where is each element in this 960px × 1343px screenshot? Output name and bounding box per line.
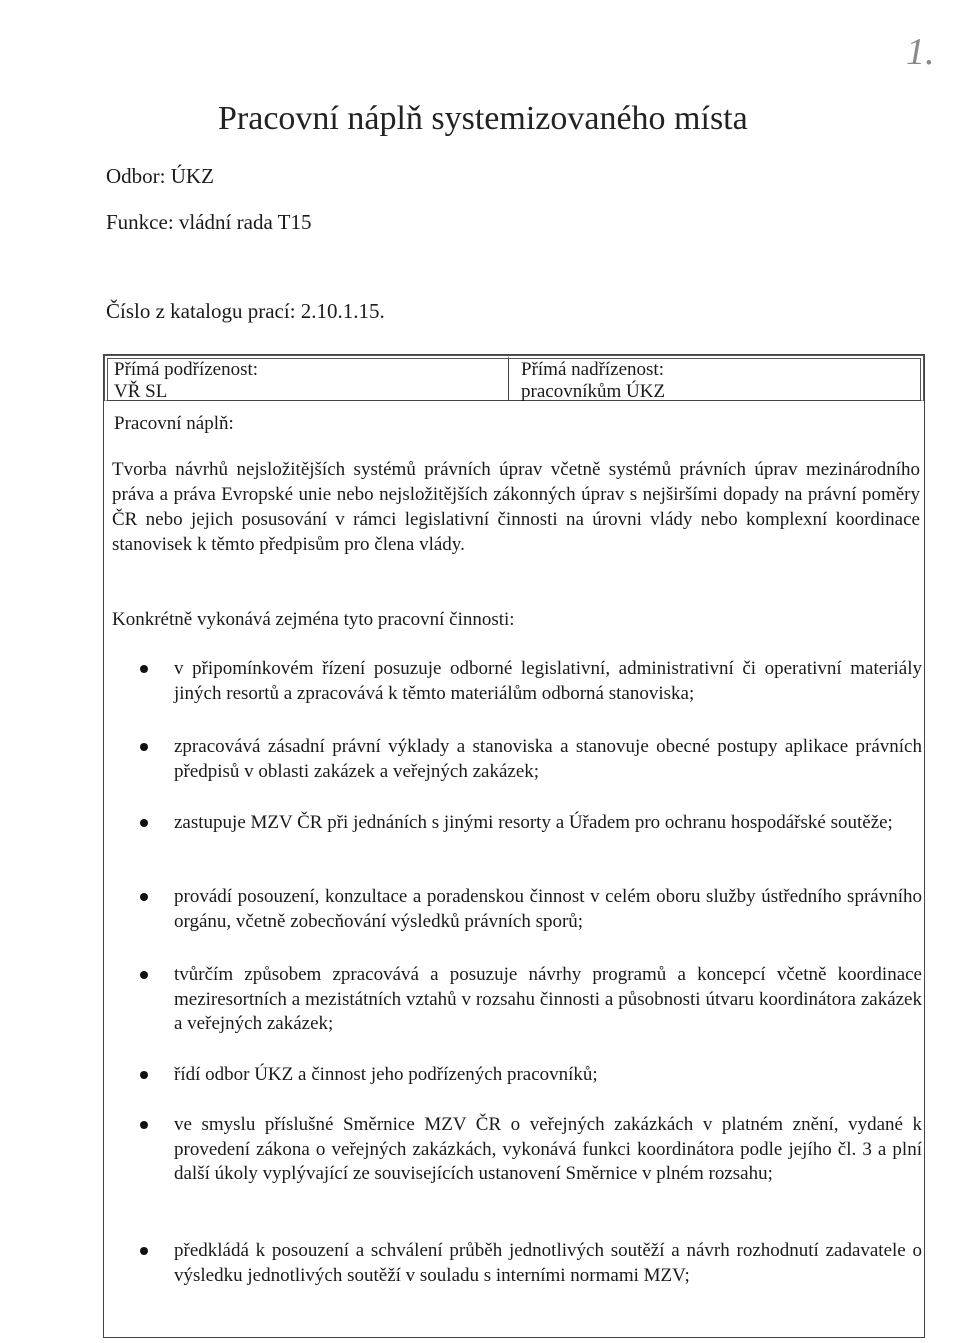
superordination-cell <box>508 355 924 401</box>
bullet-icon <box>140 971 148 979</box>
subordination-label: Přímá podřízenost: <box>114 359 259 380</box>
bullet-icon <box>140 665 148 673</box>
bullet-icon <box>140 819 148 827</box>
duty-item: provádí posouzení, konzultace a poradenskou činnost v celém oboru služby ústředního správního orgánu, včetně zobecňování výsledků právních sporů; <box>140 885 922 934</box>
bullet-icon <box>140 893 148 901</box>
document-title: Pracovní náplň systemizovaného místa <box>218 100 748 137</box>
bullet-icon <box>140 1247 148 1255</box>
bullet-icon <box>140 743 148 751</box>
superordination-value: pracovníkům ÚKZ <box>521 381 666 402</box>
function-field: Funkce: vládní rada T15 <box>106 210 312 234</box>
duty-item: tvůrčím způsobem zpracovává a posuzuje návrhy programů a koncepcí včetně koordinace meziresortních a mezistátních vztahů v rozsahu činnosti a působnosti útvaru koordinátora zakázek a veřejných zakázek; <box>140 963 922 1037</box>
superordination-label: Přímá nadřízenost: <box>521 359 664 380</box>
subordination-cell <box>104 355 508 401</box>
duty-item: předkládá k posouzení a schválení průběh jednotlivých soutěží a návrh rozhodnutí zadavatele o výsledku jednotlivých soutěží v souladu s interními normami MZV; <box>140 1239 922 1288</box>
duties-lead-text: Konkrétně vykonává zejména tyto pracovní činnosti: <box>112 609 515 630</box>
duty-item: zpracovává zásadní právní výklady a stanoviska a stanovuje obecné postupy aplikace právních předpisů v oblasti zakázek a veřejných zakázek; <box>140 735 922 784</box>
subordination-value: VŘ SL <box>114 381 168 402</box>
handwritten-page-mark: 1. <box>906 31 935 73</box>
department-field: Odbor: ÚKZ <box>106 164 214 188</box>
catalog-number-field: Číslo z katalogu prací: 2.10.1.15. <box>106 299 385 323</box>
duty-item: ve smyslu příslušné Směrnice MZV ČR o veřejných zakázkách v platném znění, vydané k provedení zákona o veřejných zakázkách, vykonává funkci koordinátora podle jejího čl. 3 a plní další úkoly vyplývající ze souvisejících ustanovení Směrnice v plném rozsahu; <box>140 1113 922 1187</box>
job-summary-paragraph: Tvorba návrhů nejsložitějších systémů právních úprav včetně systémů právních úprav mezinárodního práva a práva Evropské unie nebo nejsložitějších zákonných úprav s nejširšími dopady na právní poměry ČR nebo jejich posusování v rámci legislativní činnosti na úrovni vlády nebo komplexní koordinace stanovisek k těmto předpisům pro člena vlády. <box>112 459 920 555</box>
duty-item: zastupuje MZV ČR při jednáních s jinými resorty a Úřadem pro ochranu hospodářské soutěže; <box>140 811 922 836</box>
job-content-label: Pracovní náplň: <box>114 413 234 434</box>
duty-item: v připomínkovém řízení posuzuje odborné legislativní, administrativní či operativní materiály jiných resortů a zpracovává k těmto materiálům odborná stanoviska; <box>140 657 922 706</box>
bullet-icon <box>140 1121 148 1129</box>
job-description-frame <box>103 354 925 1338</box>
duty-item: řídí odbor ÚKZ a činnost jeho podřízených pracovníků; <box>140 1063 922 1088</box>
bullet-icon <box>140 1071 148 1079</box>
